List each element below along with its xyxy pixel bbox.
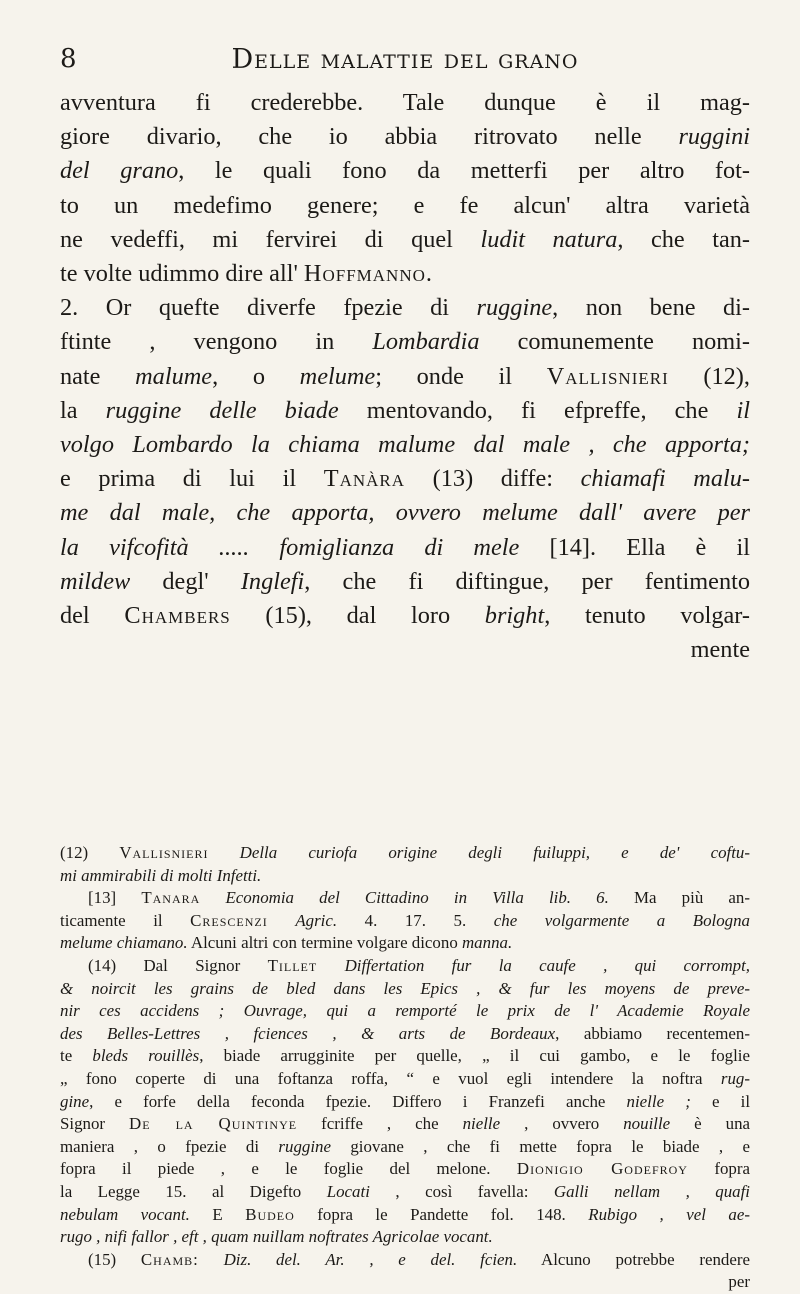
text-run: volgo Lombardo la chiama malume dal male , che apporta; bbox=[60, 431, 750, 459]
footnote-line bbox=[60, 1136, 750, 1159]
footnote-line bbox=[60, 865, 750, 888]
text-run: te volte udimmo dire all' bbox=[60, 260, 304, 288]
text-run: te bbox=[60, 1046, 93, 1066]
text-run: fopra bbox=[687, 1159, 750, 1179]
text-run: [14]. Ella è il bbox=[519, 533, 750, 561]
text-run: ruggini bbox=[678, 123, 750, 151]
page-header bbox=[60, 40, 750, 80]
text-run: del grano bbox=[60, 157, 179, 185]
running-title: Delle malattie del grano bbox=[231, 44, 579, 75]
text-run: rugo , nifi fallor , eft , quam nuillam noftrates Agricolae vocant. bbox=[60, 1227, 493, 1247]
text-run: la Legge 15. al Digefto bbox=[60, 1181, 327, 1201]
text-run: la bbox=[60, 396, 106, 424]
text-line bbox=[60, 325, 750, 359]
footnote-line bbox=[60, 1023, 750, 1046]
text-run: Vallisnieri bbox=[119, 843, 209, 862]
text-run: gine bbox=[60, 1091, 90, 1111]
text-run: Inglefi bbox=[240, 567, 305, 595]
text-run: (12), bbox=[668, 362, 750, 390]
text-run: per bbox=[728, 1272, 750, 1292]
footnotes bbox=[60, 842, 750, 1294]
text-run: De la Quintinye bbox=[129, 1114, 298, 1134]
text-run: ruggine bbox=[476, 294, 553, 322]
text-run: giore divario, che io abbia ritrovato nelle bbox=[60, 123, 679, 151]
footnote-line bbox=[60, 1113, 750, 1136]
text-run: ; onde il bbox=[375, 362, 547, 390]
text-run: nielle ; bbox=[626, 1091, 691, 1111]
text-run: , e forfe della feconda fpezie. Differo i Franzefi anche bbox=[89, 1091, 627, 1111]
text-run: Tanara bbox=[141, 888, 201, 908]
text-run: Tanàra bbox=[323, 465, 406, 493]
text-run: e prima di lui il bbox=[60, 465, 324, 493]
text-run: Dionigio Godefroy bbox=[516, 1159, 688, 1179]
text-run: Alcuni altri con termine volgare dicono bbox=[187, 933, 462, 953]
text-run: des Belles-Lettres , fciences , & arts de Bordeaux bbox=[60, 1023, 556, 1043]
text-run: manna. bbox=[461, 933, 513, 953]
text-run: Locati bbox=[326, 1181, 370, 1201]
footnote-line bbox=[60, 887, 750, 910]
text-line bbox=[60, 189, 750, 223]
text-run: melume chiamano. bbox=[60, 933, 188, 953]
text-run: , ovvero bbox=[500, 1114, 624, 1134]
text-run: Della curiofa origine degli fuiluppi, e de' coftu- bbox=[239, 843, 750, 862]
text-run: degl' bbox=[130, 567, 241, 595]
text-line bbox=[60, 120, 750, 154]
footnote-line bbox=[60, 910, 750, 933]
text-run: chiamafi malu- bbox=[580, 465, 750, 493]
text-run: mente bbox=[690, 636, 750, 664]
text-line bbox=[60, 257, 750, 291]
text-run: [13] bbox=[88, 888, 142, 908]
text-run: mi ammirabili di molti Infetti. bbox=[60, 865, 262, 885]
footnote-line bbox=[60, 1091, 750, 1114]
text-run: nir ces accidens ; Ouvrage, qui a remporté le prix de l' Academie Royale bbox=[60, 1001, 750, 1021]
text-run: e il bbox=[690, 1091, 751, 1111]
text-run: Lombardia bbox=[372, 328, 480, 356]
text-run: Galli nellam , quafi bbox=[553, 1181, 750, 1201]
text-run bbox=[317, 956, 344, 975]
text-run: rug- bbox=[720, 1068, 750, 1088]
text-run: Vallisnieri bbox=[546, 362, 669, 390]
text-run: , che tan- bbox=[617, 225, 750, 253]
text-run: 2. Or quefte diverfe fpezie di bbox=[60, 294, 477, 322]
text-run: . bbox=[425, 260, 432, 288]
text-run: nielle bbox=[462, 1114, 501, 1134]
text-run: , che fi diftingue, per fentimento bbox=[304, 567, 751, 595]
text-run: Rubigo , vel ae- bbox=[588, 1204, 750, 1224]
text-run: melume bbox=[299, 362, 376, 390]
text-run: Chambers bbox=[124, 602, 231, 630]
text-run: nouille bbox=[623, 1114, 671, 1134]
text-run: giovane , che fi mette fopra le biade , e bbox=[330, 1136, 750, 1156]
text-run: Signor bbox=[60, 1114, 130, 1134]
text-run: bright bbox=[484, 602, 545, 630]
text-run: (15) bbox=[88, 1249, 141, 1269]
text-run: & noircit les grains de bled dans les Epics , & fur les moyens de preve- bbox=[60, 978, 750, 998]
text-run bbox=[199, 1250, 224, 1269]
text-run: comunemente nomi- bbox=[479, 328, 750, 356]
text-run: Budeo bbox=[245, 1204, 295, 1224]
text-run: Differtation fur la caufe , qui corrompt, bbox=[344, 955, 751, 975]
text-run: , tenuto volgar- bbox=[544, 602, 751, 630]
text-run: Chamb: bbox=[140, 1249, 199, 1269]
main-text bbox=[60, 86, 750, 667]
footnote-line bbox=[60, 1000, 750, 1023]
text-run: to un medefimo genere; e fe alcun' altra varietà bbox=[60, 191, 750, 219]
text-line bbox=[60, 428, 750, 462]
text-run bbox=[200, 888, 225, 907]
footnote-line bbox=[60, 1181, 750, 1204]
text-run: ludit natura bbox=[480, 225, 618, 253]
text-run: Hoffmanno bbox=[303, 260, 426, 288]
text-run bbox=[268, 911, 296, 930]
text-run: , le quali fono da metterfi per altro fot- bbox=[178, 157, 750, 185]
text-run: (14) Dal Signor bbox=[88, 955, 268, 975]
text-run: ticamente il bbox=[60, 910, 191, 930]
text-run: Ma più an- bbox=[608, 888, 750, 908]
text-line bbox=[60, 633, 750, 667]
footnote-line bbox=[60, 1204, 750, 1227]
text-line bbox=[60, 291, 750, 325]
text-run: nate bbox=[60, 362, 136, 390]
footnote-line bbox=[60, 1249, 750, 1272]
text-run: , non bene di- bbox=[552, 294, 750, 322]
text-run: , abbiamo recentemen- bbox=[555, 1023, 750, 1043]
footnote-line bbox=[60, 978, 750, 1001]
footnote-line bbox=[60, 932, 750, 955]
footnote-line bbox=[60, 1158, 750, 1181]
text-run: ftinte , vengono in bbox=[60, 328, 373, 356]
text-run: 4. 17. 5. bbox=[337, 910, 494, 930]
text-run: E bbox=[189, 1204, 246, 1224]
text-run: Diz. del. Ar. , e del. fcien. bbox=[223, 1249, 518, 1269]
footnote-line bbox=[60, 1226, 750, 1249]
text-line bbox=[60, 394, 750, 428]
text-line bbox=[60, 565, 750, 599]
text-run: me dal male, che apporta, ovvero melume dall' avere per bbox=[60, 499, 750, 527]
text-line bbox=[60, 223, 750, 257]
footnote-line bbox=[60, 1068, 750, 1091]
text-line bbox=[60, 496, 750, 530]
text-line bbox=[60, 86, 750, 120]
text-run: fopra le Pandette fol. 148. bbox=[294, 1204, 589, 1224]
text-run: (15), dal loro bbox=[230, 602, 485, 630]
text-run: Agric. bbox=[295, 910, 338, 930]
text-run: mildew bbox=[60, 567, 131, 595]
text-run: ruggine bbox=[278, 1136, 331, 1156]
text-line bbox=[60, 531, 750, 565]
text-run: Crescenzi bbox=[190, 910, 268, 930]
text-run: (12) bbox=[60, 843, 120, 862]
footnote-line bbox=[60, 1271, 750, 1294]
text-run: Economia del Cittadino in Villa lib. 6. bbox=[225, 888, 609, 908]
text-run: fcriffe , che bbox=[297, 1114, 463, 1134]
text-run: malume bbox=[135, 362, 213, 390]
text-run: Tillet bbox=[267, 955, 318, 975]
text-run bbox=[209, 843, 240, 862]
text-run: fopra il piede , e le foglie del melone. bbox=[60, 1159, 517, 1179]
text-run: ne vedeffi, mi fervirei di quel bbox=[60, 225, 481, 253]
text-run: Alcuno potrebbe rendere bbox=[517, 1249, 750, 1269]
text-run: mentovando, fi efpreffe, che bbox=[338, 396, 737, 424]
text-run: avventura fi crederebbe. Tale dunque è il mag- bbox=[60, 89, 750, 116]
page-number: 8 bbox=[60, 44, 77, 74]
text-run: (13) diffe: bbox=[405, 465, 581, 493]
text-line bbox=[60, 462, 750, 496]
text-run: bleds rouillès bbox=[92, 1046, 200, 1066]
text-run: il bbox=[736, 396, 750, 424]
footnote-line bbox=[60, 955, 750, 978]
text-line bbox=[60, 360, 750, 394]
text-run: che volgarmente a Bologna bbox=[493, 910, 750, 930]
text-run: la vifcofità ..... fomiglianza di mele bbox=[60, 533, 520, 561]
text-run: , biade arrugginite per quelle, „ il cui gambo, e le foglie bbox=[199, 1046, 750, 1066]
text-line bbox=[60, 599, 750, 633]
text-run: maniera , o fpezie di bbox=[60, 1136, 279, 1156]
footnote-line bbox=[60, 842, 750, 865]
text-run: ruggine delle biade bbox=[105, 396, 339, 424]
footnote-line bbox=[60, 1045, 750, 1068]
text-line bbox=[60, 154, 750, 188]
text-run: , o bbox=[212, 362, 300, 390]
text-run: del bbox=[60, 602, 125, 630]
text-run: è una bbox=[670, 1114, 751, 1134]
text-run: nebulam vocant. bbox=[60, 1204, 190, 1224]
text-run: „ fono coperte di una foftanza roffa, “ e vuol egli intendere la noftra bbox=[60, 1068, 721, 1088]
text-run: , così favella: bbox=[369, 1181, 554, 1201]
